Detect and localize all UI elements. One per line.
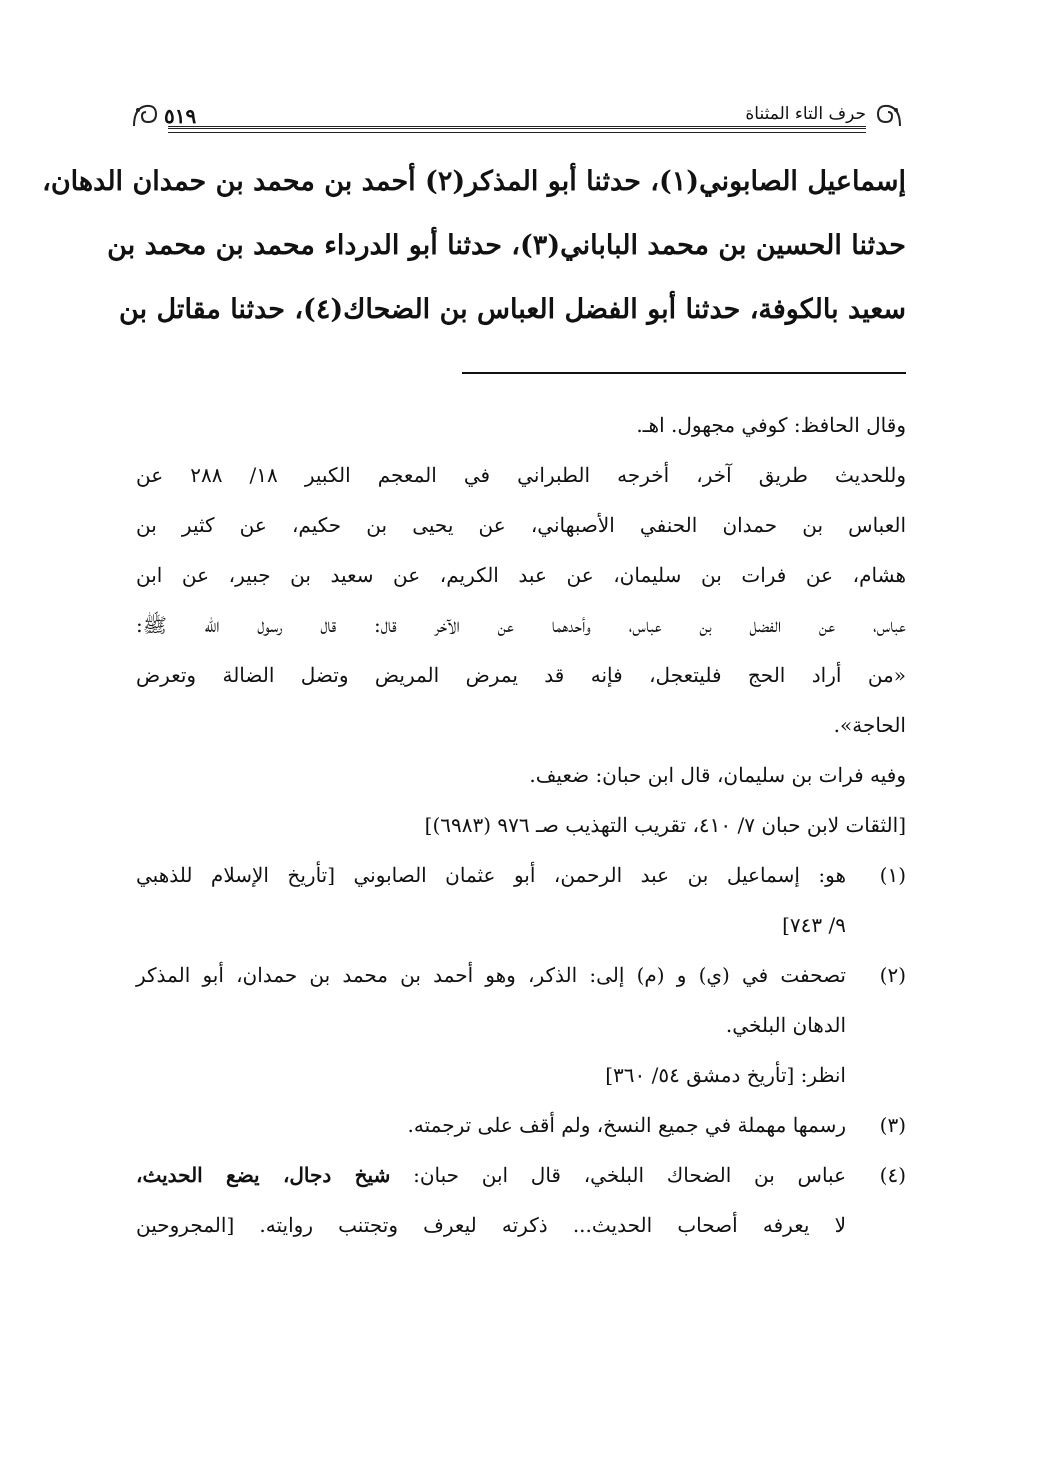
footnote-2: [136, 950, 906, 1000]
footnote-bold-text: شيخ دجال، يضع الحديث،: [136, 1163, 391, 1187]
header-rule: [168, 126, 866, 129]
footnote-separator: [462, 372, 906, 374]
continuation-line: وقال الحافظ: كوفي مجهول. اهـ.: [636, 413, 906, 437]
main-line: إسماعيل الصابوني(١)، حدثنا أبو المذكر(٢) أحمد بن محمد بن حمدان الدهان،: [42, 166, 906, 197]
ornament-left-icon: [130, 100, 160, 130]
continuation-line: هشام، عن فرات بن سليمان، عن عبد الكريم، عن سعيد بن جبير، عن ابن: [136, 563, 906, 587]
footnote-3: [136, 1100, 906, 1150]
footnote-text: الدهان البلخي.: [725, 1013, 846, 1037]
footnote-text: هو: إسماعيل بن عبد الرحمن، أبو عثمان الصابوني [تأريخ الإسلام للذهبي: [136, 863, 846, 887]
footnote-number: (١): [879, 863, 906, 887]
main-line: سعيد بالكوفة، حدثنا أبو الفضل العباس بن الضحاك(٤)، حدثنا مقاتل بن: [119, 294, 906, 325]
footnote-text: انظر: [تأريخ دمشق ٥٤/ ٣٦٠]: [605, 1063, 846, 1087]
footnote-number: (٢): [879, 963, 906, 987]
footnote-text: رسمها مهملة في جميع النسخ، ولم أقف على ترجمته.: [407, 1113, 846, 1137]
continuation-line: «من أراد الحج فليتعجل، فإنه قد يمرض المريض وتضل الضالة وتعرض: [136, 663, 906, 687]
continuation-line: العباس بن حمدان الحنفي الأصبهاني، عن يحيى بن حكيم، عن كثير بن: [136, 513, 906, 537]
footnote-text: [136, 1150, 846, 1200]
footnote-text: ٩/ ٧٤٣]: [782, 913, 846, 937]
continuation-line: وفيه فرات بن سليمان، قال ابن حبان: ضعيف.: [529, 763, 906, 787]
footnote-4: [136, 1150, 906, 1200]
footnote-number: (٣): [879, 1113, 906, 1137]
chapter-title: حرف التاء المثناة: [745, 104, 866, 124]
footnote-1: [136, 850, 906, 900]
continuation-line: الحاجة».: [833, 713, 906, 737]
main-text: [42, 150, 906, 342]
page-header: [128, 96, 906, 136]
footnote-text: تصحفت في (ي) و (م) إلى: الذكر، وهو أحمد بن محمد بن حمدان، أبو المذكر: [136, 963, 846, 987]
ornament-right-icon: [874, 100, 904, 130]
footnote-plain-text: عباس بن الضحاك البلخي، قال ابن حبان:: [390, 1163, 847, 1187]
footnote-number: (٤): [879, 1163, 906, 1187]
continuation-line: وللحديث طريق آخر، أخرجه الطبراني في المعجم الكبير ١٨/ ٢٨٨ عن: [136, 463, 906, 487]
page-number: ٥١٩: [164, 104, 197, 128]
footnotes-section: [136, 400, 906, 1250]
footnote-text: لا يعرفه أصحاب الحديث... ذكرته ليعرف وتجتنب روايته. [المجروحين: [136, 1213, 846, 1237]
continuation-line: عباس، عن الفضل بن عباس، وأحدهما عن الآخر قال: قال رسول الله ﷺ:: [136, 613, 906, 637]
main-line: حدثنا الحسين بن محمد الباباني(٣)، حدثنا أبو الدرداء محمد بن محمد بن: [107, 230, 906, 261]
citation-line: [الثقات لابن حبان ٧/ ٤١٠، تقريب التهذيب صـ ٩٧٦ (٦٩٨٣)]: [424, 813, 906, 837]
header-rule-thin: [168, 132, 866, 133]
